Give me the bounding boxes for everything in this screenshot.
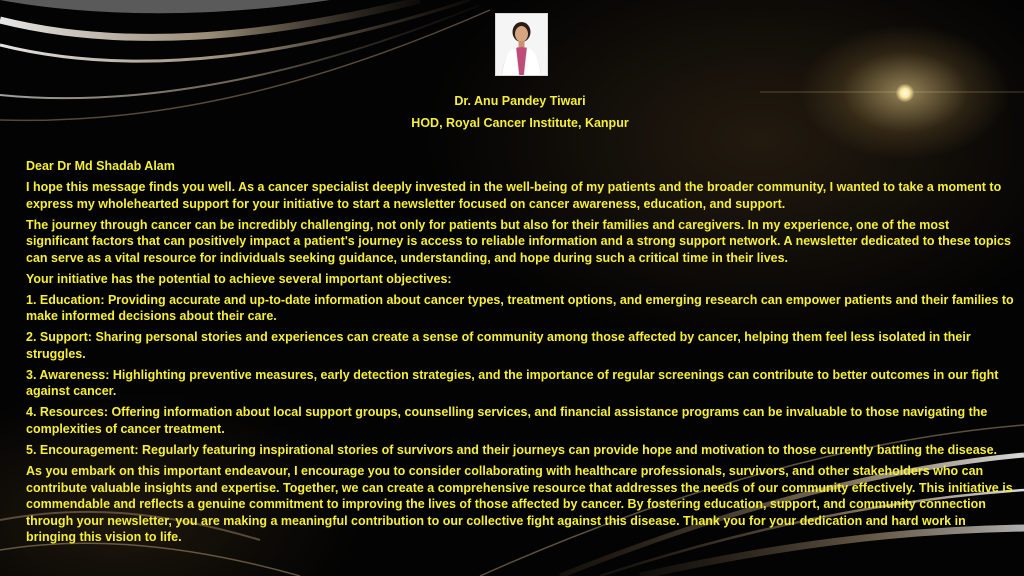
letter-paragraph: I hope this message finds you well. As a cancer specialist deeply invested in the well-being of my patients and the broader community, I wanted to take a moment to express my wholehearted support for your initiative to start a newsletter focused on cancer awareness, education, and support.	[26, 179, 1002, 211]
doctor-designation: HOD, Royal Cancer Institute, Kanpur	[411, 116, 629, 130]
objective-item: 4. Resources: Offering information about local support groups, counselling services, and financial assistance programs can be invaluable to those navigating the complexities of cancer treatment.	[26, 405, 988, 437]
objective-item: 5. Encouragement: Regularly featuring inspirational stories of survivors and their journeys can provide hope and motivation to those currently battling the disease.	[26, 443, 998, 458]
objective-item: 2. Support: Sharing personal stories and experiences can create a sense of community among those affected by cancer, helping them feel less isolated in their struggles.	[26, 330, 971, 361]
objective-item: 1. Education: Providing accurate and up-to-date information about cancer types, treatment options, and emerging research can empower patients and their families to make informed decisions about their care.	[26, 292, 1014, 324]
doctor-portrait-photo	[495, 13, 548, 76]
letter-salutation: Dear Dr Md Shadab Alam	[26, 159, 175, 173]
letter-body	[26, 158, 1014, 550]
objective-item: 3. Awareness: Highlighting preventive measures, early detection strategies, and the importance of regular screenings can contribute to better outcomes in our fight against cancer.	[26, 367, 999, 399]
doctor-name: Dr. Anu Pandey Tiwari	[454, 94, 586, 108]
letter-paragraph: The journey through cancer can be incredibly challenging, not only for patients but also for their families and caregivers. In my experience, one of the most significant factors that can positively impact a patient's journey is access to reliable information and a strong support network. A newsletter dedicated to these topics can serve as a vital resource for individuals seeking guidance, understanding, and hope during such a critical time in their lives.	[26, 217, 1011, 265]
letter-closing-paragraph: As you embark on this important endeavour, I encourage you to consider collaborating with healthcare professionals, survivors, and other stakeholders who can contribute valuable insights and expertise. Together, we can create a comprehensive resource that addresses the needs of our community effectively. This initiative is commendable and reflects a genuine commitment to improving the lives of those affected by cancer. By fostering education, support, and community connection through your newsletter, you are making a meaningful contribution to our collective fight against this disease. Thank you for your dedication and hard work in bringing this vision to life.	[26, 464, 1013, 545]
letter-paragraph: Your initiative has the potential to achieve several important objectives:	[26, 271, 452, 286]
